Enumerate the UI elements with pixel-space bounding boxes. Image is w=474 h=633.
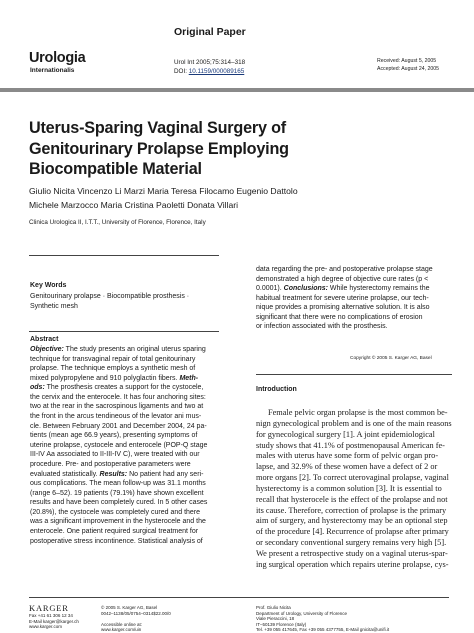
- body-line: hysterectomy is a common solution [3]. It is essential to: [256, 483, 442, 493]
- abstract-text-left: [30, 345, 226, 546]
- correspondence-address: [256, 605, 389, 633]
- body-line: We present a retrospective study on a vaginal uterus-spar-: [256, 548, 448, 558]
- abstract-text-right: [256, 265, 452, 332]
- body-line: more organs [2]. To correct uterovaginal prolapse, vaginal: [256, 473, 449, 483]
- footer-line: www.karger.com/uin: [101, 627, 142, 633]
- abstract-heading: Abstract: [30, 336, 59, 343]
- abstract-line: cle. Between February 2001 and December 2004, 24 pa-: [30, 422, 207, 430]
- body-line: of the procedure [4]. Recurrence of prolapse after primary: [256, 527, 449, 537]
- footer-line: Accessible online at:: [101, 621, 143, 627]
- article-type-label: Original Paper: [174, 26, 246, 38]
- introduction-text: [256, 408, 456, 571]
- copyright-line: Copyright © 2005 S. Karger AG, Basel: [350, 356, 432, 361]
- abstract-line: evaluated statistically. Results: No patient had any seri-: [30, 470, 204, 478]
- abstract-line: (20.8%), the cystocele was completely cured and there: [30, 508, 201, 516]
- abstract-line: the front in the arcus tendineous of the levator ani mus-: [30, 413, 202, 421]
- footer-line: Fax +41 61 306 12 34: [29, 613, 73, 618]
- abstract-line: or infection associated with the prosthesis.: [256, 323, 388, 331]
- author-line: Michele Marzocco Maria Cristina Paoletti Donata Villari: [29, 200, 239, 210]
- citation: Urol Int 2005;75:314–318: [174, 59, 246, 66]
- journal-logo: Urologia: [29, 50, 86, 66]
- author-line: Giulio Nicita Vincenzo Li Marzi Maria Teresa Filocamo Eugenio Dattolo: [29, 186, 298, 196]
- abstract-line: data regarding the pre- and postoperative prolapse stage: [256, 266, 433, 273]
- body-line: ing surgical operation which repairs uterine prolapse, cys-: [256, 559, 449, 569]
- abstract-line: uterine prolapse, cystocele and enterocele (POP-Q stage: [30, 441, 208, 449]
- received-date: Received: August 5, 2005: [377, 58, 437, 64]
- copyright-info: [101, 605, 171, 633]
- footer-line: Prof. Giulio Nicita: [256, 605, 291, 610]
- footer-rule: [29, 597, 449, 598]
- accepted-date: Accepted: August 24, 2005: [377, 66, 440, 72]
- abstract-line: 0.0001). Conclusions: While hysterectomy remains the: [256, 285, 430, 293]
- footer-line: Tel. +39 055 417645, Fax +39 055 4377755, E-Mail gnicita@unifi.it: [256, 627, 390, 633]
- abstract-line: mixed polypropylene and 910 polyglactin fibers. Meth-: [30, 374, 199, 382]
- journal-logo-subtitle: Internationalis: [30, 67, 75, 74]
- title-line: Genitourinary Prolapse Employing: [29, 139, 289, 158]
- body-line: its cause. Therefore, correction of prolapse is the primary: [256, 505, 447, 515]
- body-line: for gynecological surgery [1]. A joint epidemiological: [256, 429, 435, 439]
- publisher-contact: [29, 613, 79, 630]
- keywords-top-rule: [29, 255, 219, 256]
- keywords-list: [30, 292, 189, 312]
- abstract-line: the cervix and the enterocele. It has four anchoring sites:: [30, 393, 206, 401]
- footer-line: Department of Urology, University of Florence: [256, 610, 347, 616]
- header-rule: [0, 88, 474, 92]
- introduction-heading: Introduction: [256, 386, 297, 393]
- abstract-line: demonstrated a high degree of objective cure rates (p <: [256, 275, 429, 283]
- footer-line: E-Mail karger@karger.ch: [29, 618, 79, 624]
- abstract-line: significant that there were no complications of erosion: [256, 313, 423, 321]
- body-line: study shows that 41.1% of postmenopausal American fe-: [256, 440, 445, 450]
- abstract-line: Objective: The study presents an original uterus sparing: [30, 346, 206, 353]
- body-line: recall that hysterocele is the effect of the prolapse and not: [256, 494, 448, 504]
- footer-line: © 2005 S. Karger AG, Basel: [101, 605, 158, 610]
- footer-line: www.karger.com: [29, 624, 63, 630]
- footer-line: IT–50139 Florence (Italy): [256, 621, 307, 627]
- abstract-top-rule: [29, 331, 219, 332]
- keywords-line: Genitourinary prolapse · Biocompatible prosthesis ·: [30, 293, 190, 300]
- abstract-line: two at the rear in the sacrospinous ligaments and two at: [30, 403, 204, 411]
- doi-line: [174, 68, 244, 75]
- publisher-logo: KARGER: [29, 603, 69, 613]
- abstract-line: procedure. Pre- and postoperative parameters were: [30, 460, 191, 468]
- body-line: or secondary conventional surgery remains very high [5].: [256, 538, 447, 548]
- introduction-top-rule: [256, 374, 452, 375]
- abstract-line: enterocele. One patient required surgical treatment for: [30, 527, 199, 535]
- abstract-line: was a significant improvement in the hysterocele and the: [30, 518, 206, 526]
- body-line: aim of surgery, and hysterectomy may be an optional step: [256, 516, 448, 526]
- abstract-line: technique for transvaginal repair of total genitourinary: [30, 355, 196, 363]
- abstract-line: postoperative stress incontinence. Statistical analysis of: [30, 537, 203, 545]
- abstract-line: ous complications. The mean follow-up was 31.1 months: [30, 480, 206, 488]
- author-list: [29, 184, 298, 212]
- body-line: nign gynecological problem and is one of the main reasons: [256, 418, 452, 428]
- title-line: Uterus-Sparing Vaginal Surgery of: [29, 119, 286, 137]
- abstract-line: results and have been completely cured. In 5 other cases: [30, 499, 208, 507]
- abstract-line: ods: The prosthesis creates a support for the cystocele,: [30, 384, 204, 392]
- body-line: males with uterus have some form of pelvic organ pro-: [256, 451, 439, 461]
- doi-label: DOI:: [174, 68, 189, 75]
- keywords-line: Synthetic mesh: [30, 303, 78, 310]
- footer-line: Viale Pieraccini, 18: [256, 616, 295, 622]
- abstract-line: III-IV Aa associated to II-III-IV C), were treated with our: [30, 451, 200, 459]
- keywords-heading: Key Words: [30, 282, 67, 289]
- abstract-line: prolapse. The technique employs a synthetic mesh of: [30, 365, 196, 373]
- body-line: Female pelvic organ prolapse is the most common be-: [268, 408, 448, 417]
- affiliation: Clinica Urologica II, I.T.T., University of Florence, Florence, Italy: [29, 219, 206, 226]
- title-line: Biocompatible Material: [29, 160, 202, 178]
- abstract-line: (range 6–52). 19 patients (79.1%) have shown excellent: [30, 489, 204, 497]
- article-title: [29, 118, 469, 180]
- abstract-line: habitual treatment for severe uterine prolapse, our tech-: [256, 294, 429, 302]
- abstract-line: nique provides a promising alternative solution. It is also: [256, 304, 430, 312]
- doi-link[interactable]: 10.1159/000089165: [188, 68, 245, 75]
- body-line: lapse, and 32.9% of these women have a defect of 2 or: [256, 462, 438, 472]
- abstract-line: tients (mean age 66.9 years), presenting symptoms of: [30, 432, 198, 440]
- footer-line: 0042–1138/05/0754–0314$22.00/0: [101, 610, 171, 616]
